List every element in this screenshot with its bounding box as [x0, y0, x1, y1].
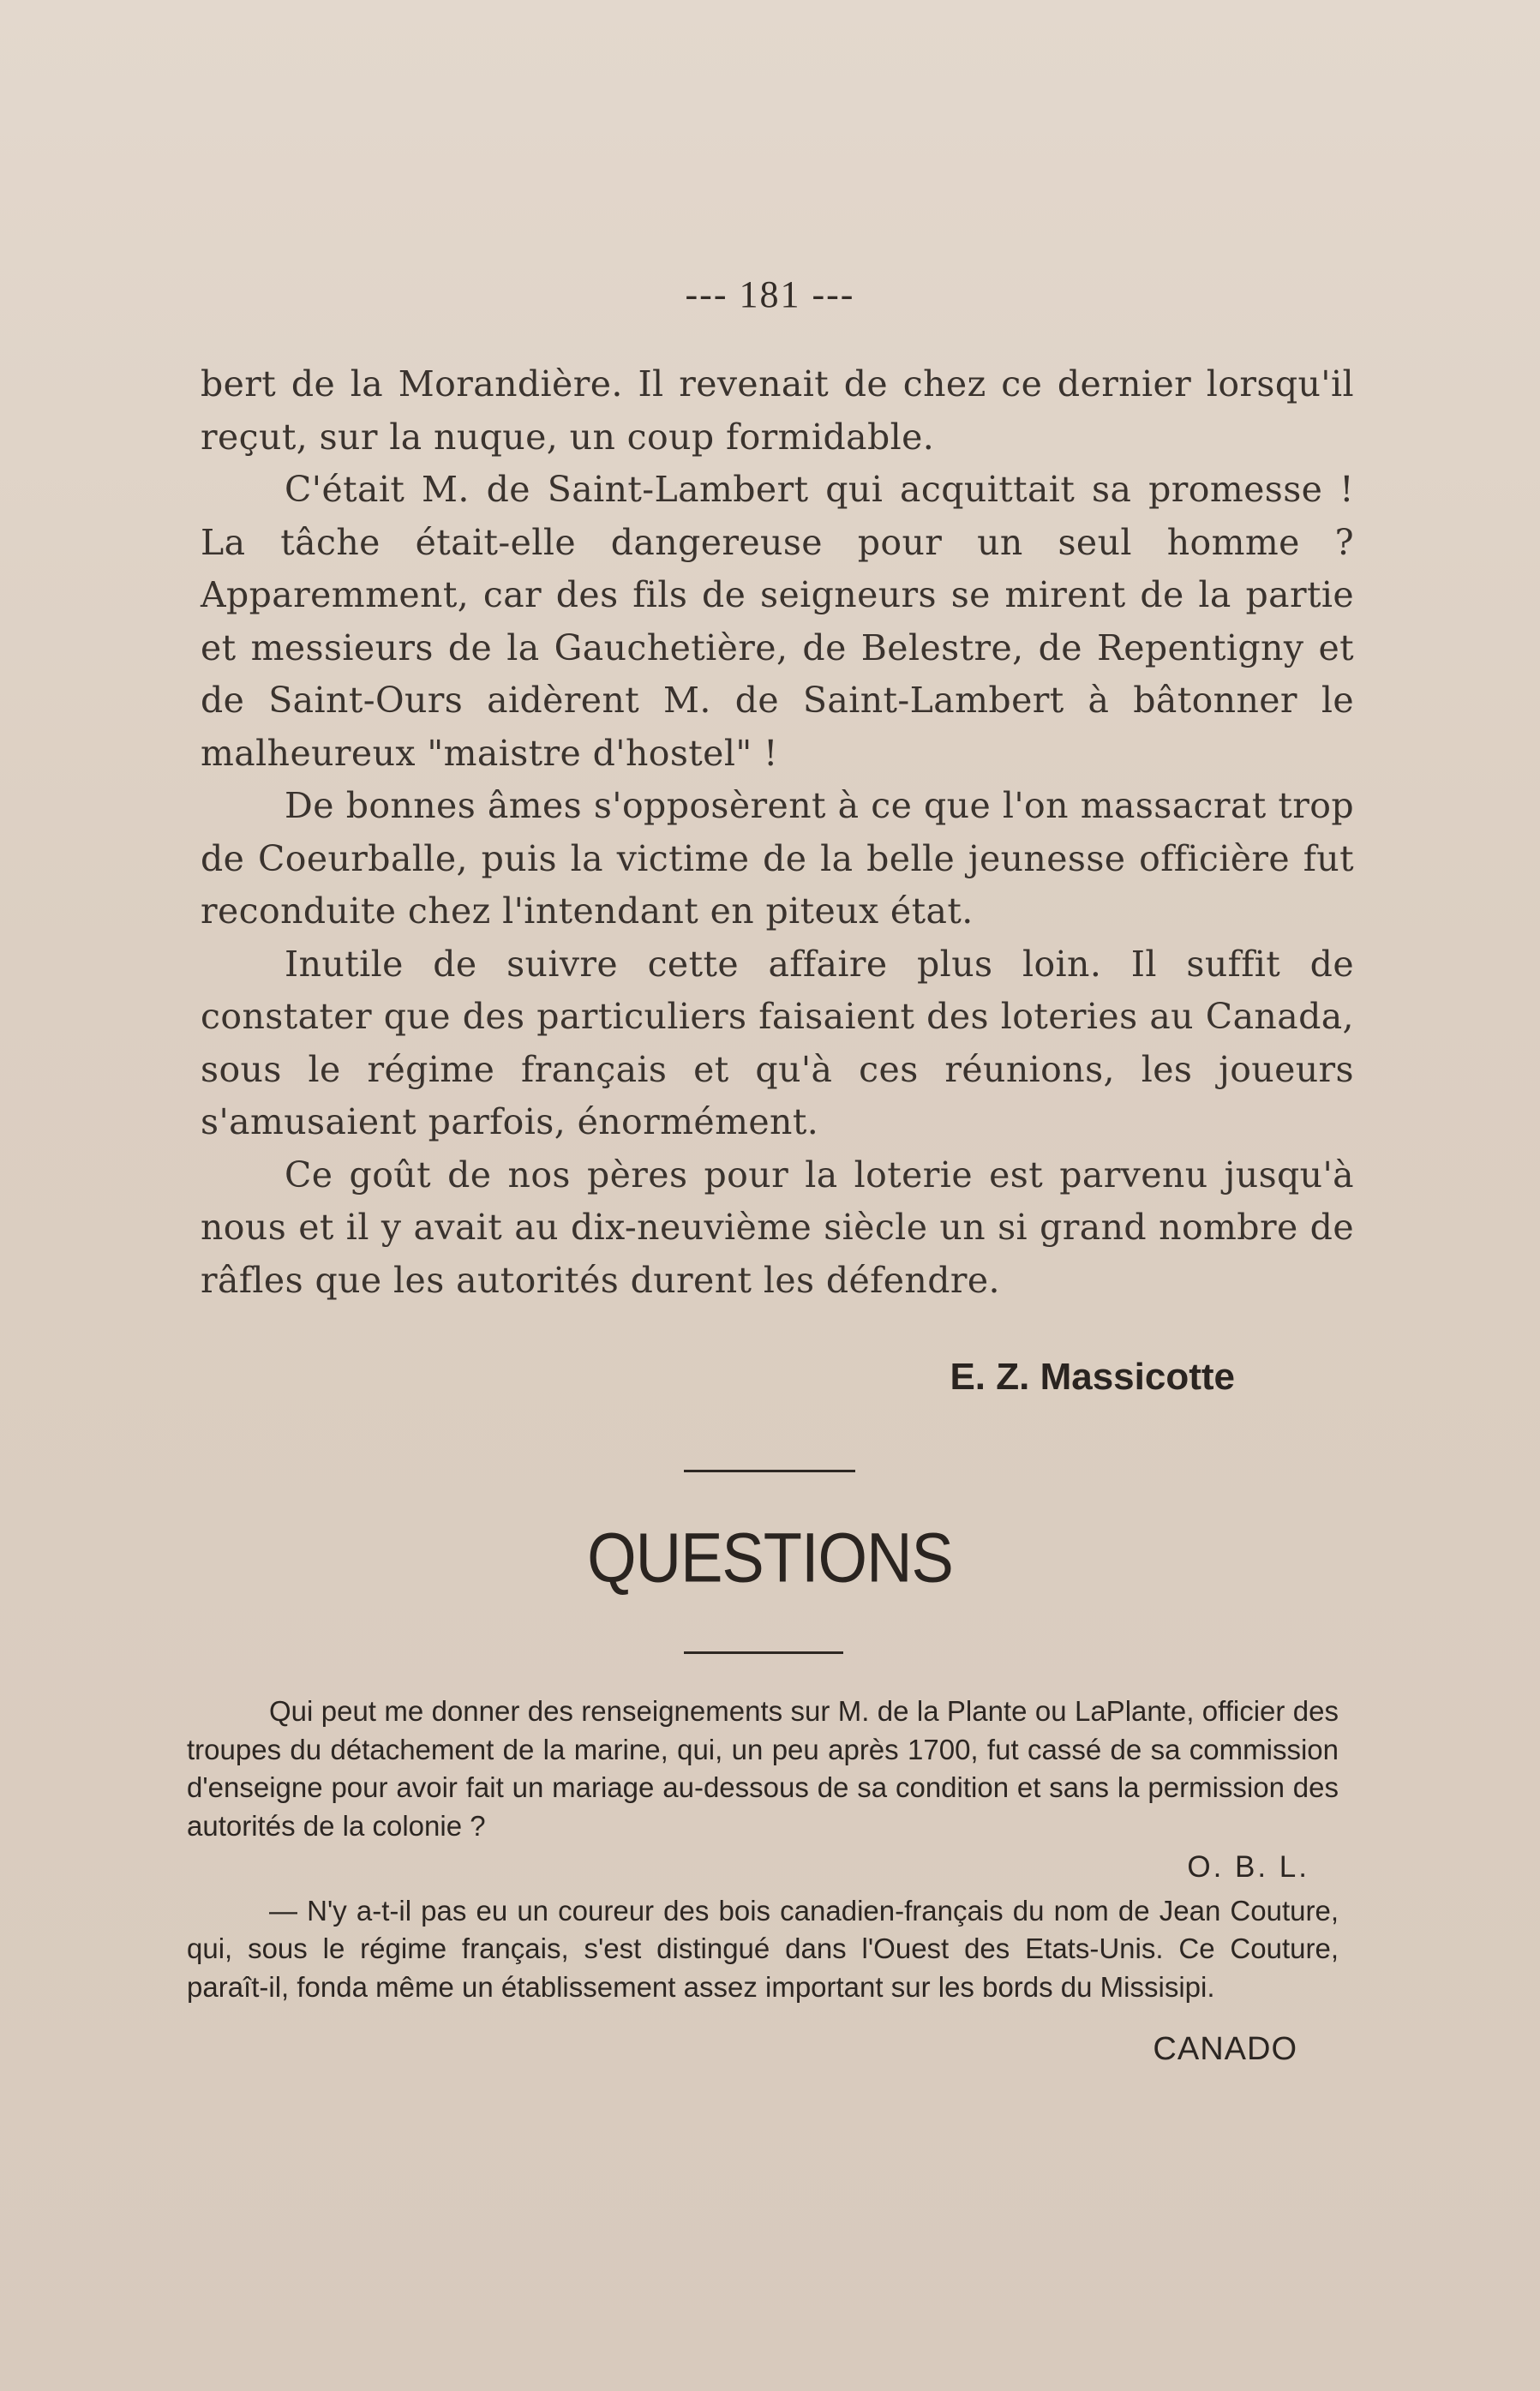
article-paragraph: Ce goût de nos pères pour la loterie est parvenu jusqu'à nous et il y avait au dix-neuvième siècle un si grand nombre de râfles que les autorités durent les défendre.: [201, 1154, 1354, 1301]
article-signature: E. Z. Massicotte: [950, 1356, 1235, 1398]
section-title: QUESTIONS: [587, 1518, 953, 1597]
section-divider-top: [684, 1470, 855, 1472]
question-author: CANADO: [1153, 2031, 1297, 2067]
question-text: Qui peut me donner des renseignements sur M. de la Plante ou LaPlante, officier des troupes du détachement de la marine, qui, un peu après 1700, fut cassé de sa commission d'enseigne pour avoir fait un mariage au-dessous de sa condition et sans la permission des autorités de la colonie ?: [187, 1695, 1339, 1842]
article-paragraph: bert de la Morandière. Il revenait de chez ce dernier lorsqu'il reçut, sur la nuque, un coup formidable.: [201, 363, 1354, 458]
section-divider-bottom: [684, 1651, 843, 1654]
question-author: O. B. L.: [1187, 1850, 1309, 1884]
question-text: — N'y a-t-il pas eu un coureur des bois canadien-français du nom de Jean Couture, qui, sous le régime français, s'est distingué dans l'Ouest des Etats-Unis. Ce Couture, paraît-il, fonda même un établissement assez important sur les bords du Missisipi.: [187, 1894, 1339, 2003]
article-paragraph: Inutile de suivre cette affaire plus loin. Il suffit de constater que des particuliers faisaient des loteries au Canada, sous le régime français et qu'à ces réunions, les joueurs s'amusaient parfois, énormément.: [201, 943, 1354, 1142]
article-paragraph: C'était M. de Saint-Lambert qui acquittait sa promesse ! La tâche était-elle dangereuse pour un seul homme ? Apparemment, car des fils de seigneurs se mirent de la partie et messieurs de la Gauchetière, de Belestre, de Repentigny et de Saint-Ours aidèrent M. de Saint-Lambert à bâtonner le malheureux "maistre d'hostel" !: [201, 469, 1354, 774]
questions-body: [187, 1693, 1339, 2069]
article-paragraph: De bonnes âmes s'opposèrent à ce que l'on massacrat trop de Coeurballe, puis la victime de la belle jeunesse officière fut reconduite chez l'intendant en piteux état.: [201, 785, 1354, 932]
article-body: [201, 358, 1354, 1307]
page-number: --- 181 ---: [685, 273, 855, 315]
